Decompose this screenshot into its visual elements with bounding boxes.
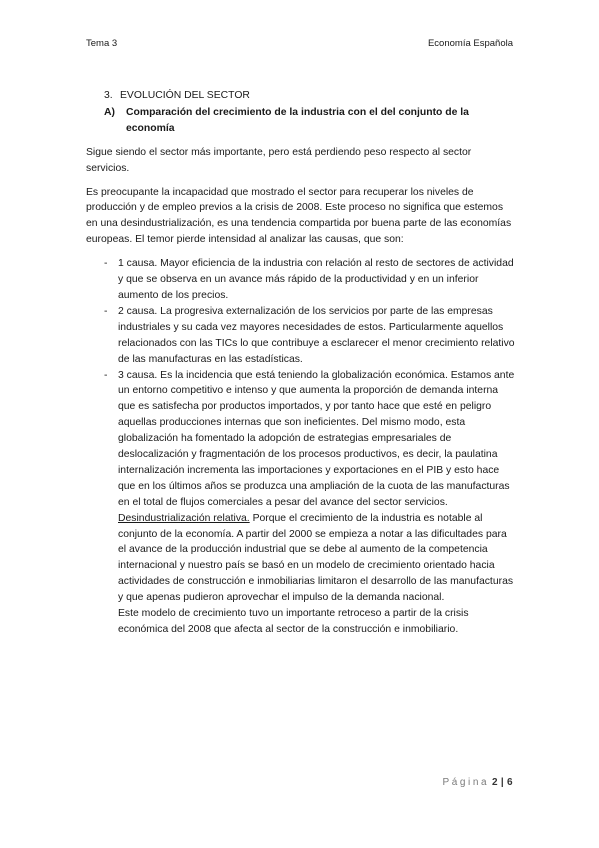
paragraph-2: Es preocupante la incapacidad que mostrado el sector para recuperar los niveles de producción y de empleo previos a la crisis de 2008. Este proceso no significa que estemos en una desindustrialización, es una tendencia compartida por buena parte de las economías europeas. El temor pierde intensidad al analizar las causas, que son:: [86, 186, 512, 246]
list-item: [86, 304, 516, 368]
subsection-letter: A): [104, 106, 115, 118]
list-dash: -: [104, 305, 108, 317]
section-heading: [104, 88, 516, 104]
causes-list: [86, 256, 516, 511]
paragraph-1: Sigue siendo el sector más importante, pero está perdiendo peso respecto al sector servicios.: [86, 146, 472, 174]
header-right: Economía Española: [427, 38, 513, 49]
header-left: Tema 3: [86, 38, 118, 49]
list-item-text: 3 causa. Es la incidencia que está teniendo la globalización económica. Estamos ante un entorno competitivo e intenso y que aumenta la proporción de demanda interna que es satisfecha por productos importados, y por tanto hace que esté en peligro aquellas producciones internas que son ineficientes. Del mismo modo, esta globalización ha fomentado la adopción de estrategias empresariales de deslocalización y fragmentación de los procesos productivos, es decir, la paulatina internalización incrementa las importaciones y exportaciones en el PIB y esto hace que en los últimos años se produzca una ampliación de la cuota de las manufacturas en el total de flujos comerciales a pesar del avance del sector servicios.: [118, 369, 515, 508]
page-body: [86, 88, 516, 638]
desindustrializacion-text: Porque el crecimiento de la industria es notable al conjunto de la economía. A partir del 2000 se empieza a notar a las dificultades para el avance de la producción industrial que se debe al aumento de la competencia internacional y nuestro país se basó en un modelo de crecimiento orientado hacia actividades de construcción e inmobiliarias limitaron el desarrollo de las manufacturas y que apenas pudieron aprovechar el impulso de la demanda nacional.: [118, 512, 514, 604]
section-number: 3.: [104, 90, 113, 101]
list-item: [86, 256, 516, 304]
closing-paragraph: Este modelo de crecimiento tuvo un importante retroceso a partir de la crisis económica del 2008 que afecta al sector de la construcción e inmobiliario.: [118, 608, 469, 635]
list-dash: -: [104, 258, 108, 270]
desindustrializacion-paragraph: [118, 511, 516, 606]
list-item-text: 1 causa. Mayor eficiencia de la industria con relación al resto de sectores de actividad y que se observa en un avance más rápido de la productividad y en un inferior aumento de los precios.: [118, 258, 514, 301]
page-footer: [442, 777, 513, 788]
subsection-title: Comparación del crecimiento de la industria con el del conjunto de la economía: [126, 106, 469, 134]
footer-page-number: 2: [492, 777, 499, 788]
section-title: EVOLUCIÓN DEL SECTOR: [120, 90, 250, 101]
desindustrializacion-label: Desindustrialización relativa.: [118, 512, 250, 524]
list-dash: -: [104, 369, 108, 381]
footer-separator: |: [500, 777, 505, 788]
footer-label: Página: [442, 777, 490, 788]
list-item-text: 2 causa. La progresiva externalización de los servicios por parte de las empresas industriales y su cada vez mayores necesidades de estos. Particularmente aquellos relacionados con las TICs lo que contribuye a esclarecer el menor crecimiento relativo de las manufacturas en las estadísticas.: [118, 305, 515, 365]
footer-total-pages: 6: [506, 777, 513, 788]
subsection-heading: [104, 105, 516, 137]
list-item: [86, 368, 516, 511]
